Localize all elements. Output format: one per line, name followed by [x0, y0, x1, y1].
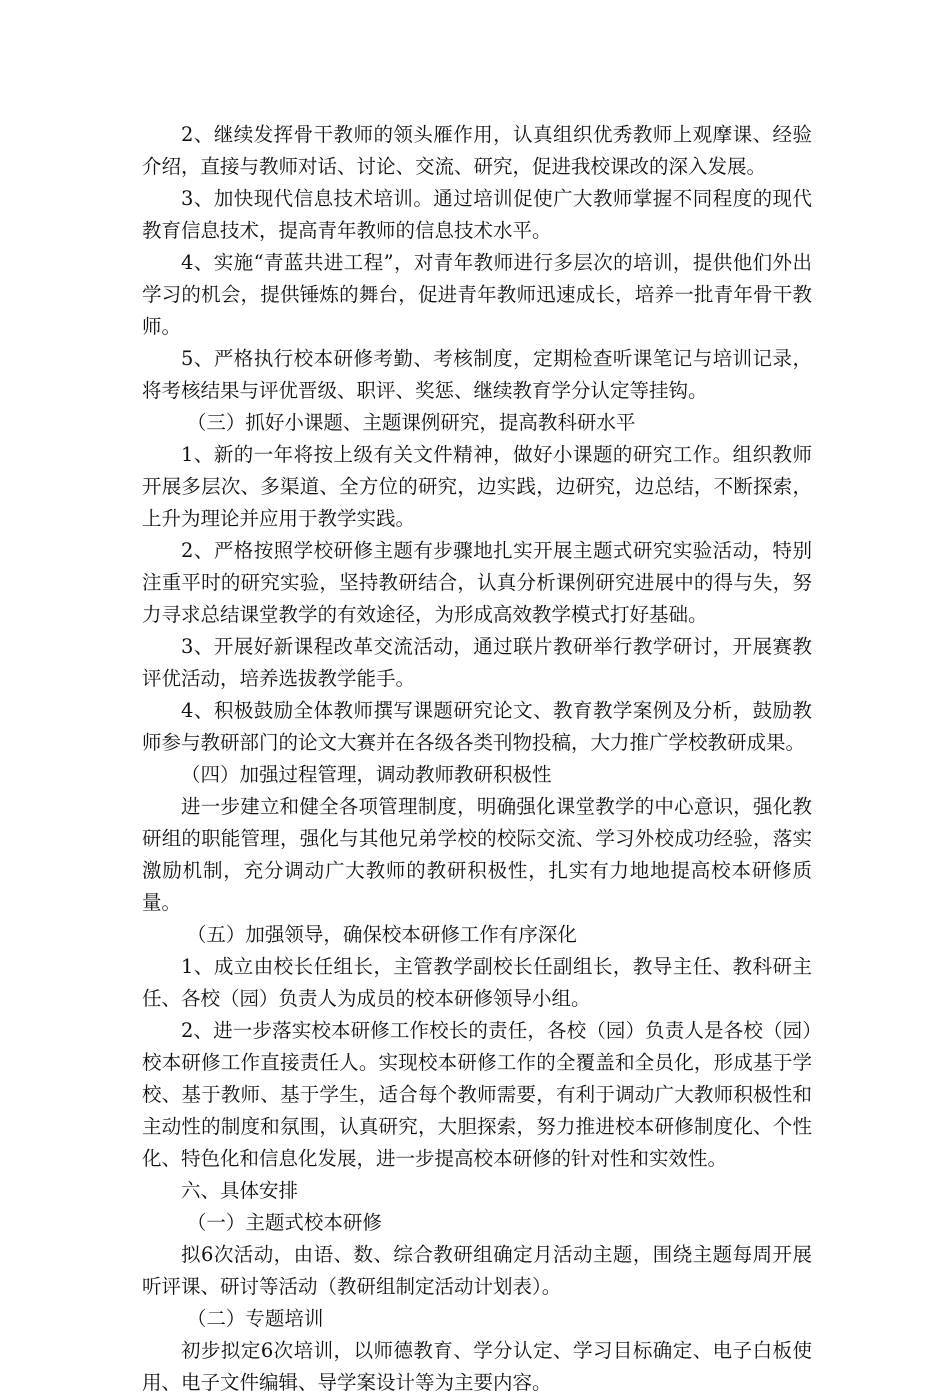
section-heading-5: （五）加强领导，确保校本研修工作有序深化	[186, 923, 577, 946]
paragraph-six-activities: 拟6次活动，由语、数、综合教研组确定月活动主题，围绕主题每周开展听评课、研讨等活动（教研组制定活动计划表）。	[142, 1243, 812, 1298]
paragraph-item-3-it-training: 3、加快现代信息技术培训。通过培训促使广大教师掌握不同程度的现代教育信息技术，提高青年教师的信息技术水平。	[142, 187, 812, 242]
subsection-heading-2: （二）专题培训	[186, 1307, 324, 1330]
paragraph-curriculum-exchange: 3、开展好新课程改革交流活动，通过联片教研举行教学研讨，开展赛教评优活动，培养选拔教学能手。	[142, 635, 812, 690]
paragraph-item-4-qinglan-project: 4、实施“青蓝共进工程”，对青年教师进行多层次的培训，提供他们外出学习的机会，提供锤炼的舞台，促进青年教师迅速成长，培养一批青年骨干教师。	[142, 251, 812, 338]
document-page	[142, 119, 812, 1399]
paragraph-item-5-attendance-assessment: 5、严格执行校本研修考勤、考核制度，定期检查听课笔记与培训记录，将考核结果与评优晋级、职评、奖惩、继续教育学分认定等挂钩。	[142, 347, 812, 402]
paragraph-research-papers: 4、积极鼓励全体教师撰写课题研究论文、教育教学案例及分析，鼓励教师参与教研部门的论文大赛并在各级各类刊物投稿，大力推广学校教研成果。	[142, 699, 812, 754]
paragraph-item-2-backbone-teachers: 2、继续发挥骨干教师的领头雁作用，认真组织优秀教师上观摩课、经验介绍，直接与教师对话、讨论、交流、研究，促进我校课改的深入发展。	[142, 123, 812, 178]
section-heading-6: 六、具体安排	[181, 1179, 299, 1202]
paragraph-six-trainings: 初步拟定6次培训，以师德教育、学分认定、学习目标确定、电子白板使用、电子文件编辑、导学案设计等为主要内容。	[142, 1339, 812, 1394]
paragraph-management-system: 进一步建立和健全各项管理制度，明确强化课堂教学的中心意识，强化教研组的职能管理，强化与其他兄弟学校的校际交流、学习外校成功经验，落实激励机制，充分调动广大教师的教研积极性，扎实有力地地提高校本研修质量。	[142, 795, 812, 914]
paragraph-thematic-research: 2、严格按照学校研修主题有步骤地扎实开展主题式研究实验活动，特别注重平时的研究实验，坚持教研结合，认真分析课例研究进展中的得与失，努力寻求总结课堂教学的有效途径，为形成高效教学模式打好基础。	[142, 539, 812, 626]
paragraph-leadership-group: 1、成立由校长任组长，主管教学副校长任副组长，教导主任、教科研主任、各校（园）负责人为成员的校本研修领导小组。	[142, 955, 812, 1010]
paragraph-principal-responsibility: 2、进一步落实校本研修工作校长的责任，各校（园）负责人是各校（园）校本研修工作直接责任人。实现校本研修工作的全覆盖和全员化，形成基于学校、基于教师、基于学生，适合每个教师需要，有利于调动广大教师积极性和主动性的制度和氛围，认真研究，大胆探索，努力推进校本研修制度化、个性化、特色化和信息化发展，进一步提高校本研修的针对性和实效性。	[142, 1019, 812, 1170]
paragraph-small-topic-research: 1、新的一年将按上级有关文件精神，做好小课题的研究工作。组织教师开展多层次、多渠道、全方位的研究，边实践，边研究，边总结，不断探索，上升为理论并应用于教学实践。	[142, 443, 812, 530]
subsection-heading-1: （一）主题式校本研修	[186, 1211, 382, 1234]
section-heading-3: （三）抓好小课题、主题课例研究，提高教科研水平	[186, 411, 636, 434]
section-heading-4: （四）加强过程管理，调动教师教研积极性	[181, 763, 552, 786]
